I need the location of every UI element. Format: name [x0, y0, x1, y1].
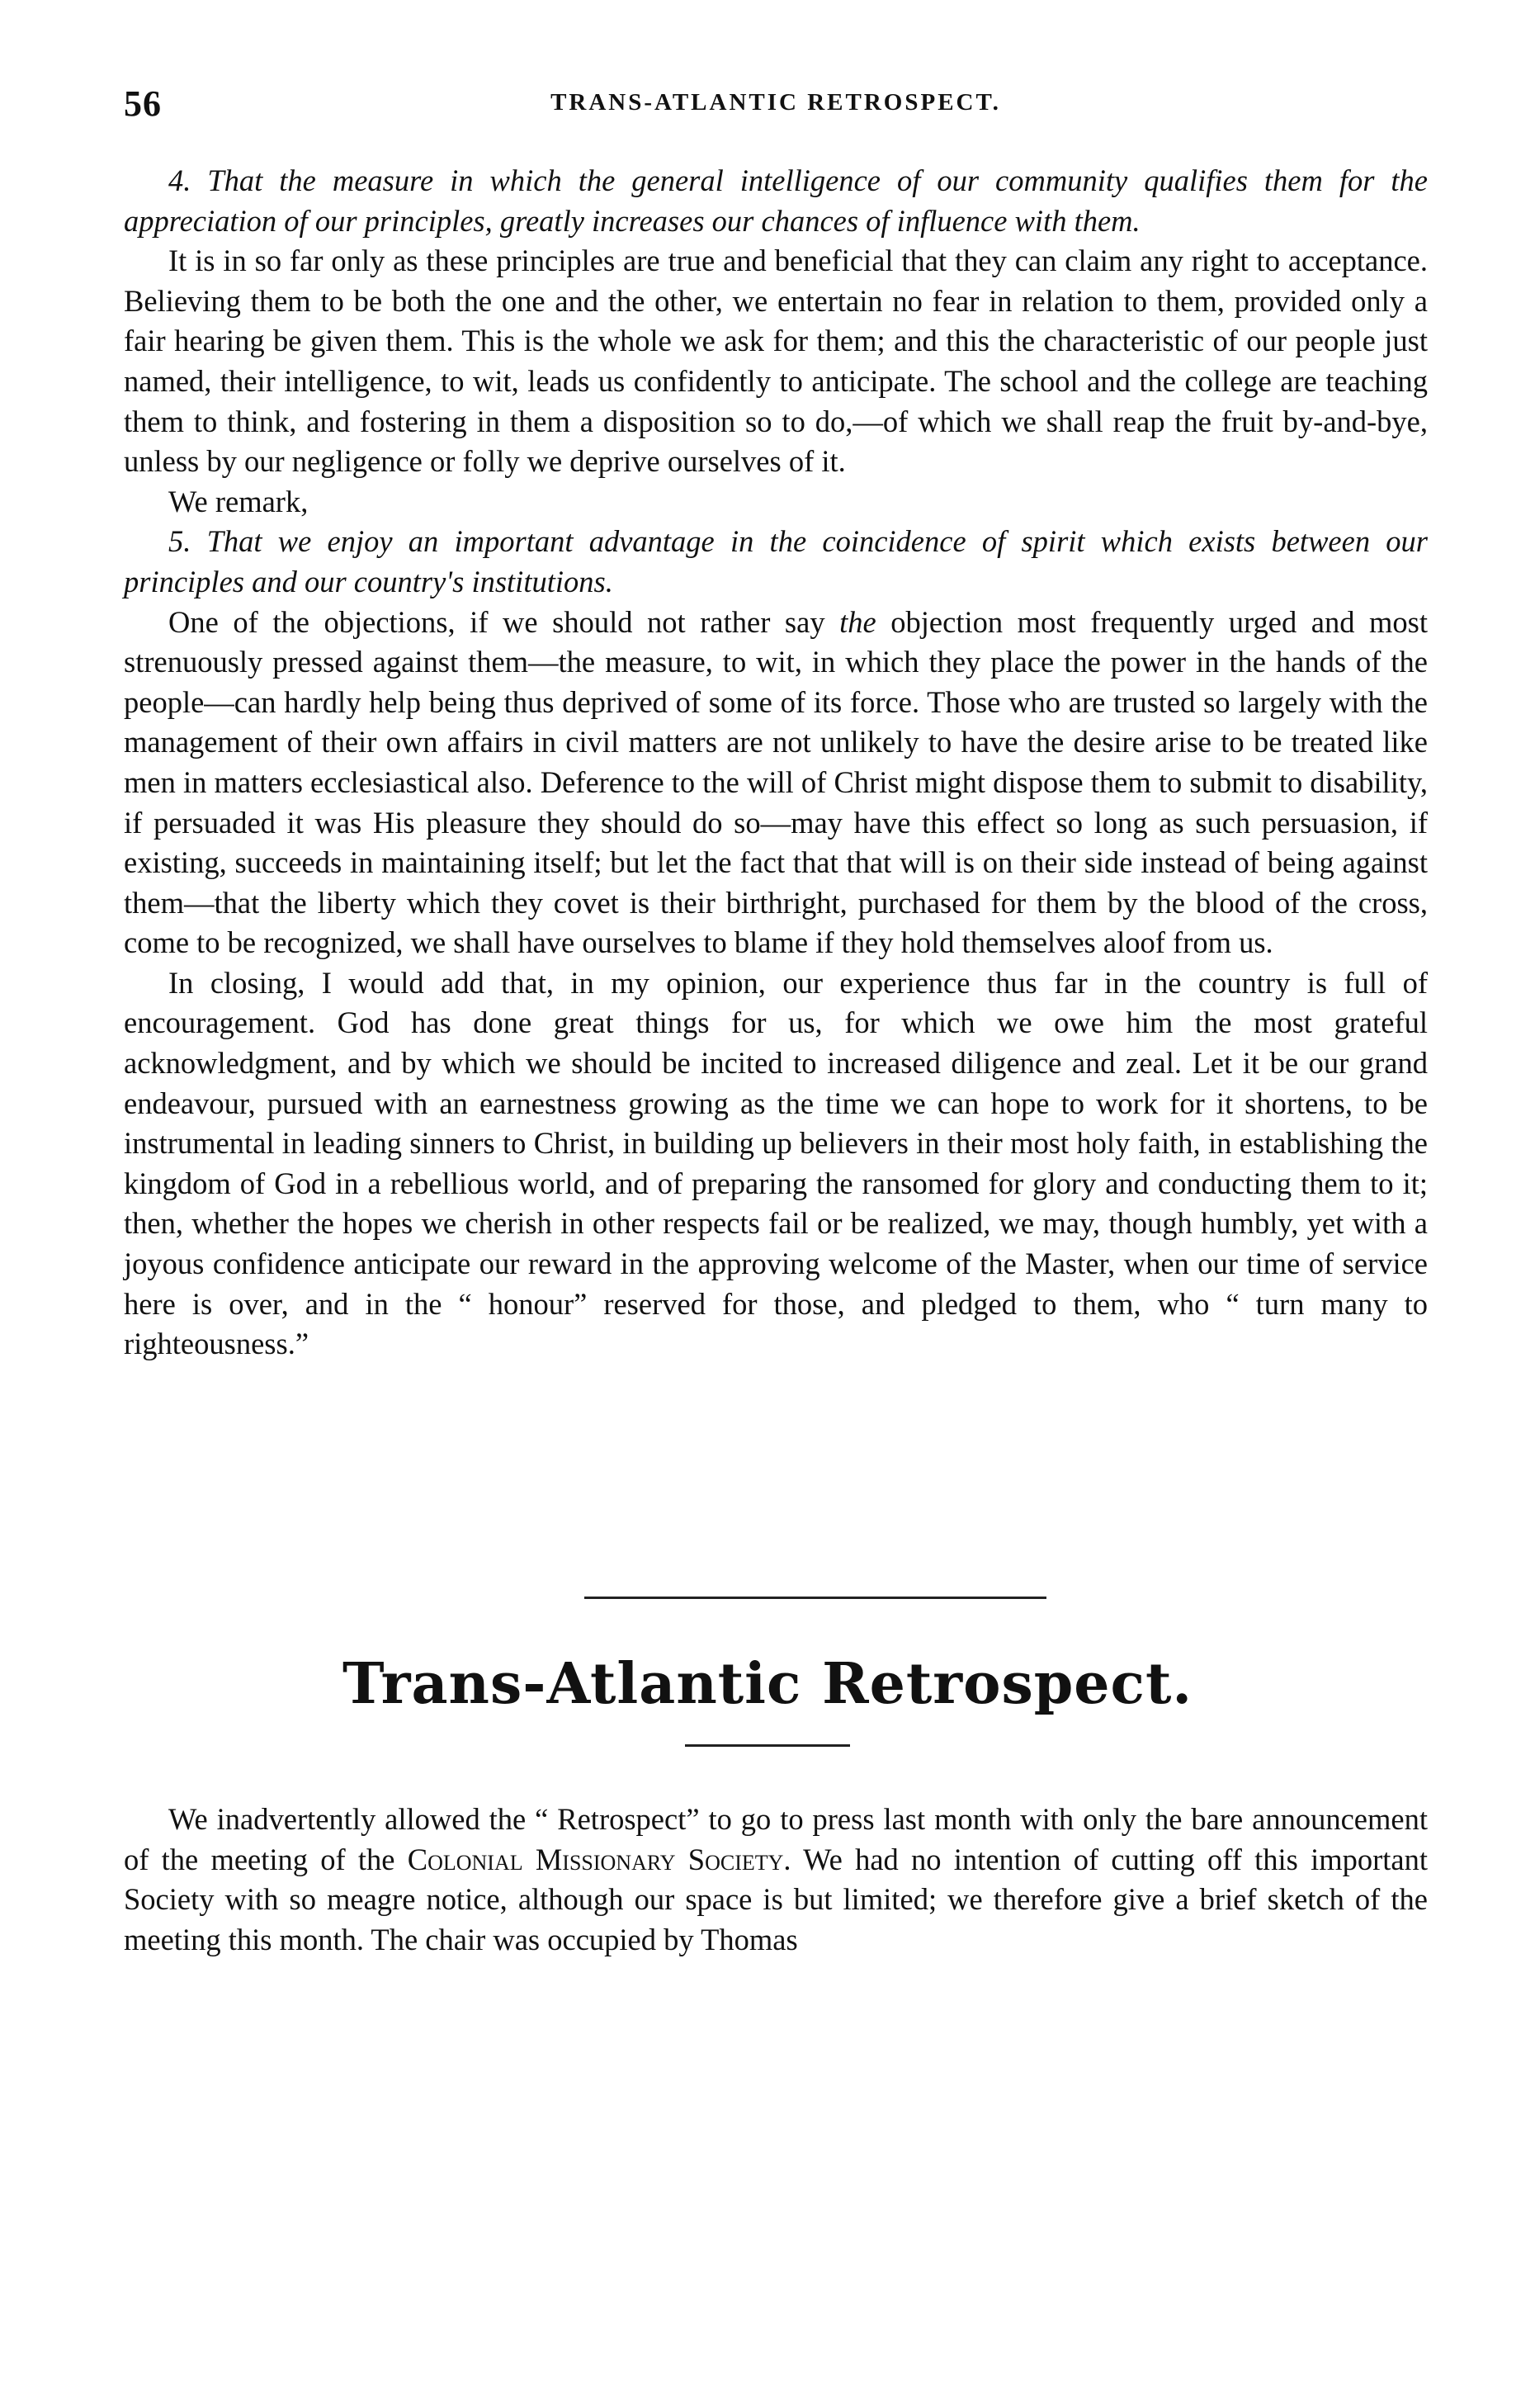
page-number: 56: [124, 83, 162, 124]
closing-paragraph: In closing, I would add that, in my opinion, our experience thus far in the country is full of encouragement. God has done great things for us, for which we owe him the most grateful acknowledgment, and by which we should be incited to increased diligence and zeal. Let it be our grand endeavour, pursued with an earnestness growing as the time we can hope to work for it shortens, to be instrumental in leading sinners to Christ, in building up believers in their most holy faith, in establishing the kingdom of God in a rebellious world, and of preparing the ransomed for glory and conducting them to it; then, whether the hopes we cherish in other respects fail or be realized, we may, though humbly, yet with a joyous confidence anticipate our reward in the approving welcome of the Master, when our time of service here is over, and in the “ honour” reserved for those, and pledged to them, who “ turn many to righteousness.”: [124, 965, 1428, 1361]
section-divider: [584, 1597, 1046, 1599]
running-title: TRANS-ATLANTIC RETROSPECT.: [550, 89, 1001, 116]
section-text-b: . We had no intention of cutting off this important Society with so meagre notice, although our space is but limited; we therefore give a brief sketch of the meeting this month. The chair was occupied by Thomas: [124, 1842, 1428, 1956]
objections-text-b: objection most frequently urged and most strenuously pressed against them—the measure, to wit, in which they place the power in the hands of the people—can hardly help being thus deprived of some of its force. Those who are trusted so largely with the management of their own affairs in civil matters are not unlikely to have the desire arise to be treated like men in matters ecclesiastical also. Deference to the will of Christ might dispose them to submit to disability, if persuaded it was His pleasure they should do so—may have this effect so long as such persuasion, if existing, succeeds in maintaining itself; but let the fact that that will is on their side instead of being against them—that the liberty which they covet is their birthright, purchased for them by the blood of the cross, come to be recognized, we shall have ourselves to blame if they hold themselves aloof from us.: [124, 604, 1428, 960]
society-name: Colonial Missionary Society: [407, 1842, 784, 1876]
objections-paragraph: [124, 603, 1428, 963]
remark-line: We remark,: [168, 484, 309, 518]
point-four-paragraph: 4. That the measure in which the general intelligence of our community qualifies them for the appreciation of our principles, greatly increases our chances of influence with them.: [124, 163, 1428, 238]
section-title: Trans-Atlantic Retrospect.: [342, 1651, 1193, 1717]
objections-emphasis: the: [839, 604, 876, 639]
point-five-paragraph: 5. That we enjoy an important advantage in the coincidence of spirit which exists between our principles and our country's institutions.: [124, 524, 1428, 598]
section-text-a: We inadvertently allowed the “ Retrospect” to go to press last month with only the bare announcement of the meeting of the: [124, 1802, 1428, 1876]
principles-paragraph: It is in so far only as these principles are true and beneficial that they can claim any right to acceptance. Believing them to be both the one and the other, we entertain no fear in relation to them, provided only a fair hearing be given them. This is the whole we ask for them; and this the characteristic of our people just named, their intelligence, to wit, leads us confidently to anticipate. The school and the college are teaching them to think, and fostering in them a disposition so to do,—of which we shall reap the fruit by-and-bye, unless by our negligence or folly we deprive ourselves of it.: [124, 244, 1428, 479]
section-paragraph: [124, 1800, 1428, 1960]
article-body: [124, 161, 1428, 1365]
title-underline: [685, 1744, 850, 1747]
running-head: [124, 83, 1428, 132]
objections-text-a: One of the objections, if we should not rather say: [168, 604, 840, 639]
section-body: [124, 1800, 1428, 1960]
